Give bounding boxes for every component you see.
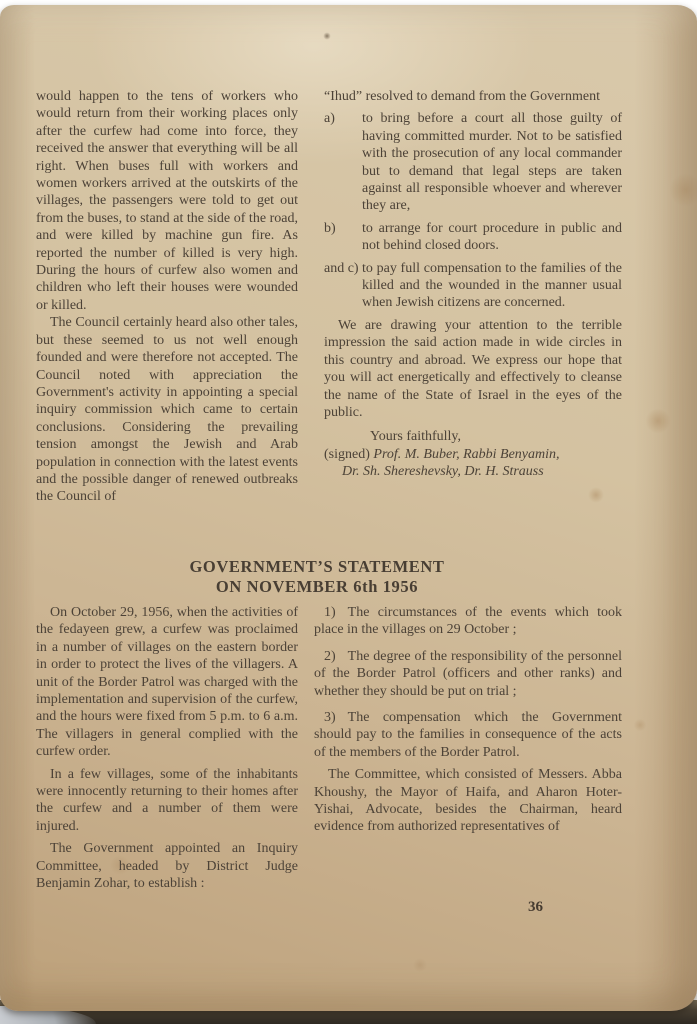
statement-paragraph: The Government appointed an Inquiry Committee, headed by District Judge Benjamin Zohar, to establish : bbox=[36, 841, 298, 892]
demand-text: to arrange for court procedure in public and not behind closed doors. bbox=[362, 220, 622, 254]
letter-right-column bbox=[324, 88, 622, 543]
book-page bbox=[0, 5, 697, 1011]
inquiry-item-3 bbox=[314, 709, 622, 761]
demand-text: to pay full compensation to the families of the killed and the wounded in the manner usual when Jewish citizens are concerned. bbox=[362, 260, 622, 311]
statement-paragraph: On October 29, 1956, when the activities of the fedayeen grew, a curfew was proclaimed in a number of villages on the eastern border in order to protect the lives of the villagers. A unit of the Border Patrol was charged with the implementation and supervision of the curfew, and the hours were fixed from 5 p.m. to 6 a.m. The villagers in general complied with the curfew order. bbox=[36, 605, 298, 760]
page-content bbox=[36, 88, 622, 893]
demand-item-a bbox=[324, 110, 622, 214]
demand-item-c bbox=[324, 260, 622, 312]
item-text: The degree of the responsibility of the personnel of the Border Patrol (officers and other ranks) and whether they should be put on trial ; bbox=[314, 648, 622, 699]
letter-section bbox=[36, 88, 622, 543]
demand-marker: a) bbox=[324, 111, 335, 127]
letter-left-column bbox=[36, 88, 298, 543]
statement-right-column bbox=[314, 604, 622, 893]
item-text: The circumstances of the events which took place in the villages on 29 October ; bbox=[314, 605, 622, 638]
demand-marker: and c) bbox=[324, 260, 359, 276]
item-marker: 1) bbox=[324, 605, 336, 620]
committee-paragraph: The Committee, which consisted of Messers. Abba Khoushy, the Mayor of Haifa, and Aharon Hoter-Yishai, Advocate, besides the Chairman, heard evidence from authorized representatives of bbox=[314, 767, 622, 835]
inquiry-item-2 bbox=[314, 648, 622, 700]
demand-marker: b) bbox=[324, 220, 336, 236]
statement-left-column bbox=[36, 604, 298, 893]
item-text: The compensation which the Government should pay to the families in consequence of the acts of the members of the Border Patrol. bbox=[314, 710, 622, 760]
signatories: Prof. M. Buber, Rabbi Benyamin, bbox=[373, 446, 560, 462]
statement-heading-line-1: GOVERNMENT’S STATEMENT bbox=[189, 557, 445, 576]
inquiry-item-1 bbox=[314, 604, 622, 639]
item-marker: 3) bbox=[324, 710, 336, 726]
letter-signature-line-2: Dr. Sh. Shereshevsky, Dr. H. Strauss bbox=[342, 464, 544, 480]
demand-text: to bring before a court all those guilty of having committed murder. Not to be satisfied with the prosecution of any local commander but to demand that legal steps are taken against all responsible whoever and wherever they are, bbox=[362, 111, 622, 214]
signed-label: (signed) bbox=[324, 446, 370, 462]
letter-valediction: Yours faithfully, bbox=[370, 429, 462, 445]
statement-section bbox=[36, 604, 622, 893]
demand-item-b bbox=[324, 220, 622, 255]
item-marker: 2) bbox=[324, 648, 336, 664]
letter-signature-line-1 bbox=[324, 446, 622, 463]
statement-paragraph: In a few villages, some of the inhabitants were innocently returning to their homes after the curfew and a number of them were injured. bbox=[36, 766, 298, 834]
letter-intro: “Ihud” resolved to demand from the Government bbox=[324, 89, 601, 104]
letter-paragraph: would happen to the tens of workers who would return from their working places only after the curfew had come into force, they received the answer that everything will be all right. When buses full with workers and women workers arrived at the outskirts of the villages, the passengers were told to get out from the buses, to stand at the side of the road, and were killed by machine gun fire. As reported the number of killed is very high. During the hours of curfew also women and children who left their houses were wounded or killed. bbox=[36, 89, 298, 313]
letter-closing-paragraph: We are drawing your attention to the terrible impression the said action made in wide circles in this country and abroad. We express our hope that you will act energetically and effectively to cleanse the name of the State of Israel in the eyes of the public. bbox=[324, 317, 622, 420]
statement-heading-line-2: ON NOVEMBER 6th 1956 bbox=[215, 576, 419, 596]
statement-heading bbox=[36, 557, 598, 596]
letter-paragraph: The Council certainly heard also other tales, but these seemed to us not well enough founded and were therefore not accepted. The Council noted with appreciation the Government's activity in appointing a special inquiry commission which came to certain conclusions. Considering the prevailing tension amongst the Jewish and Arab population in connection with the latest events and the possible danger of renewed outbreaks the Council of bbox=[36, 315, 298, 505]
page-number: 36 bbox=[528, 899, 543, 915]
